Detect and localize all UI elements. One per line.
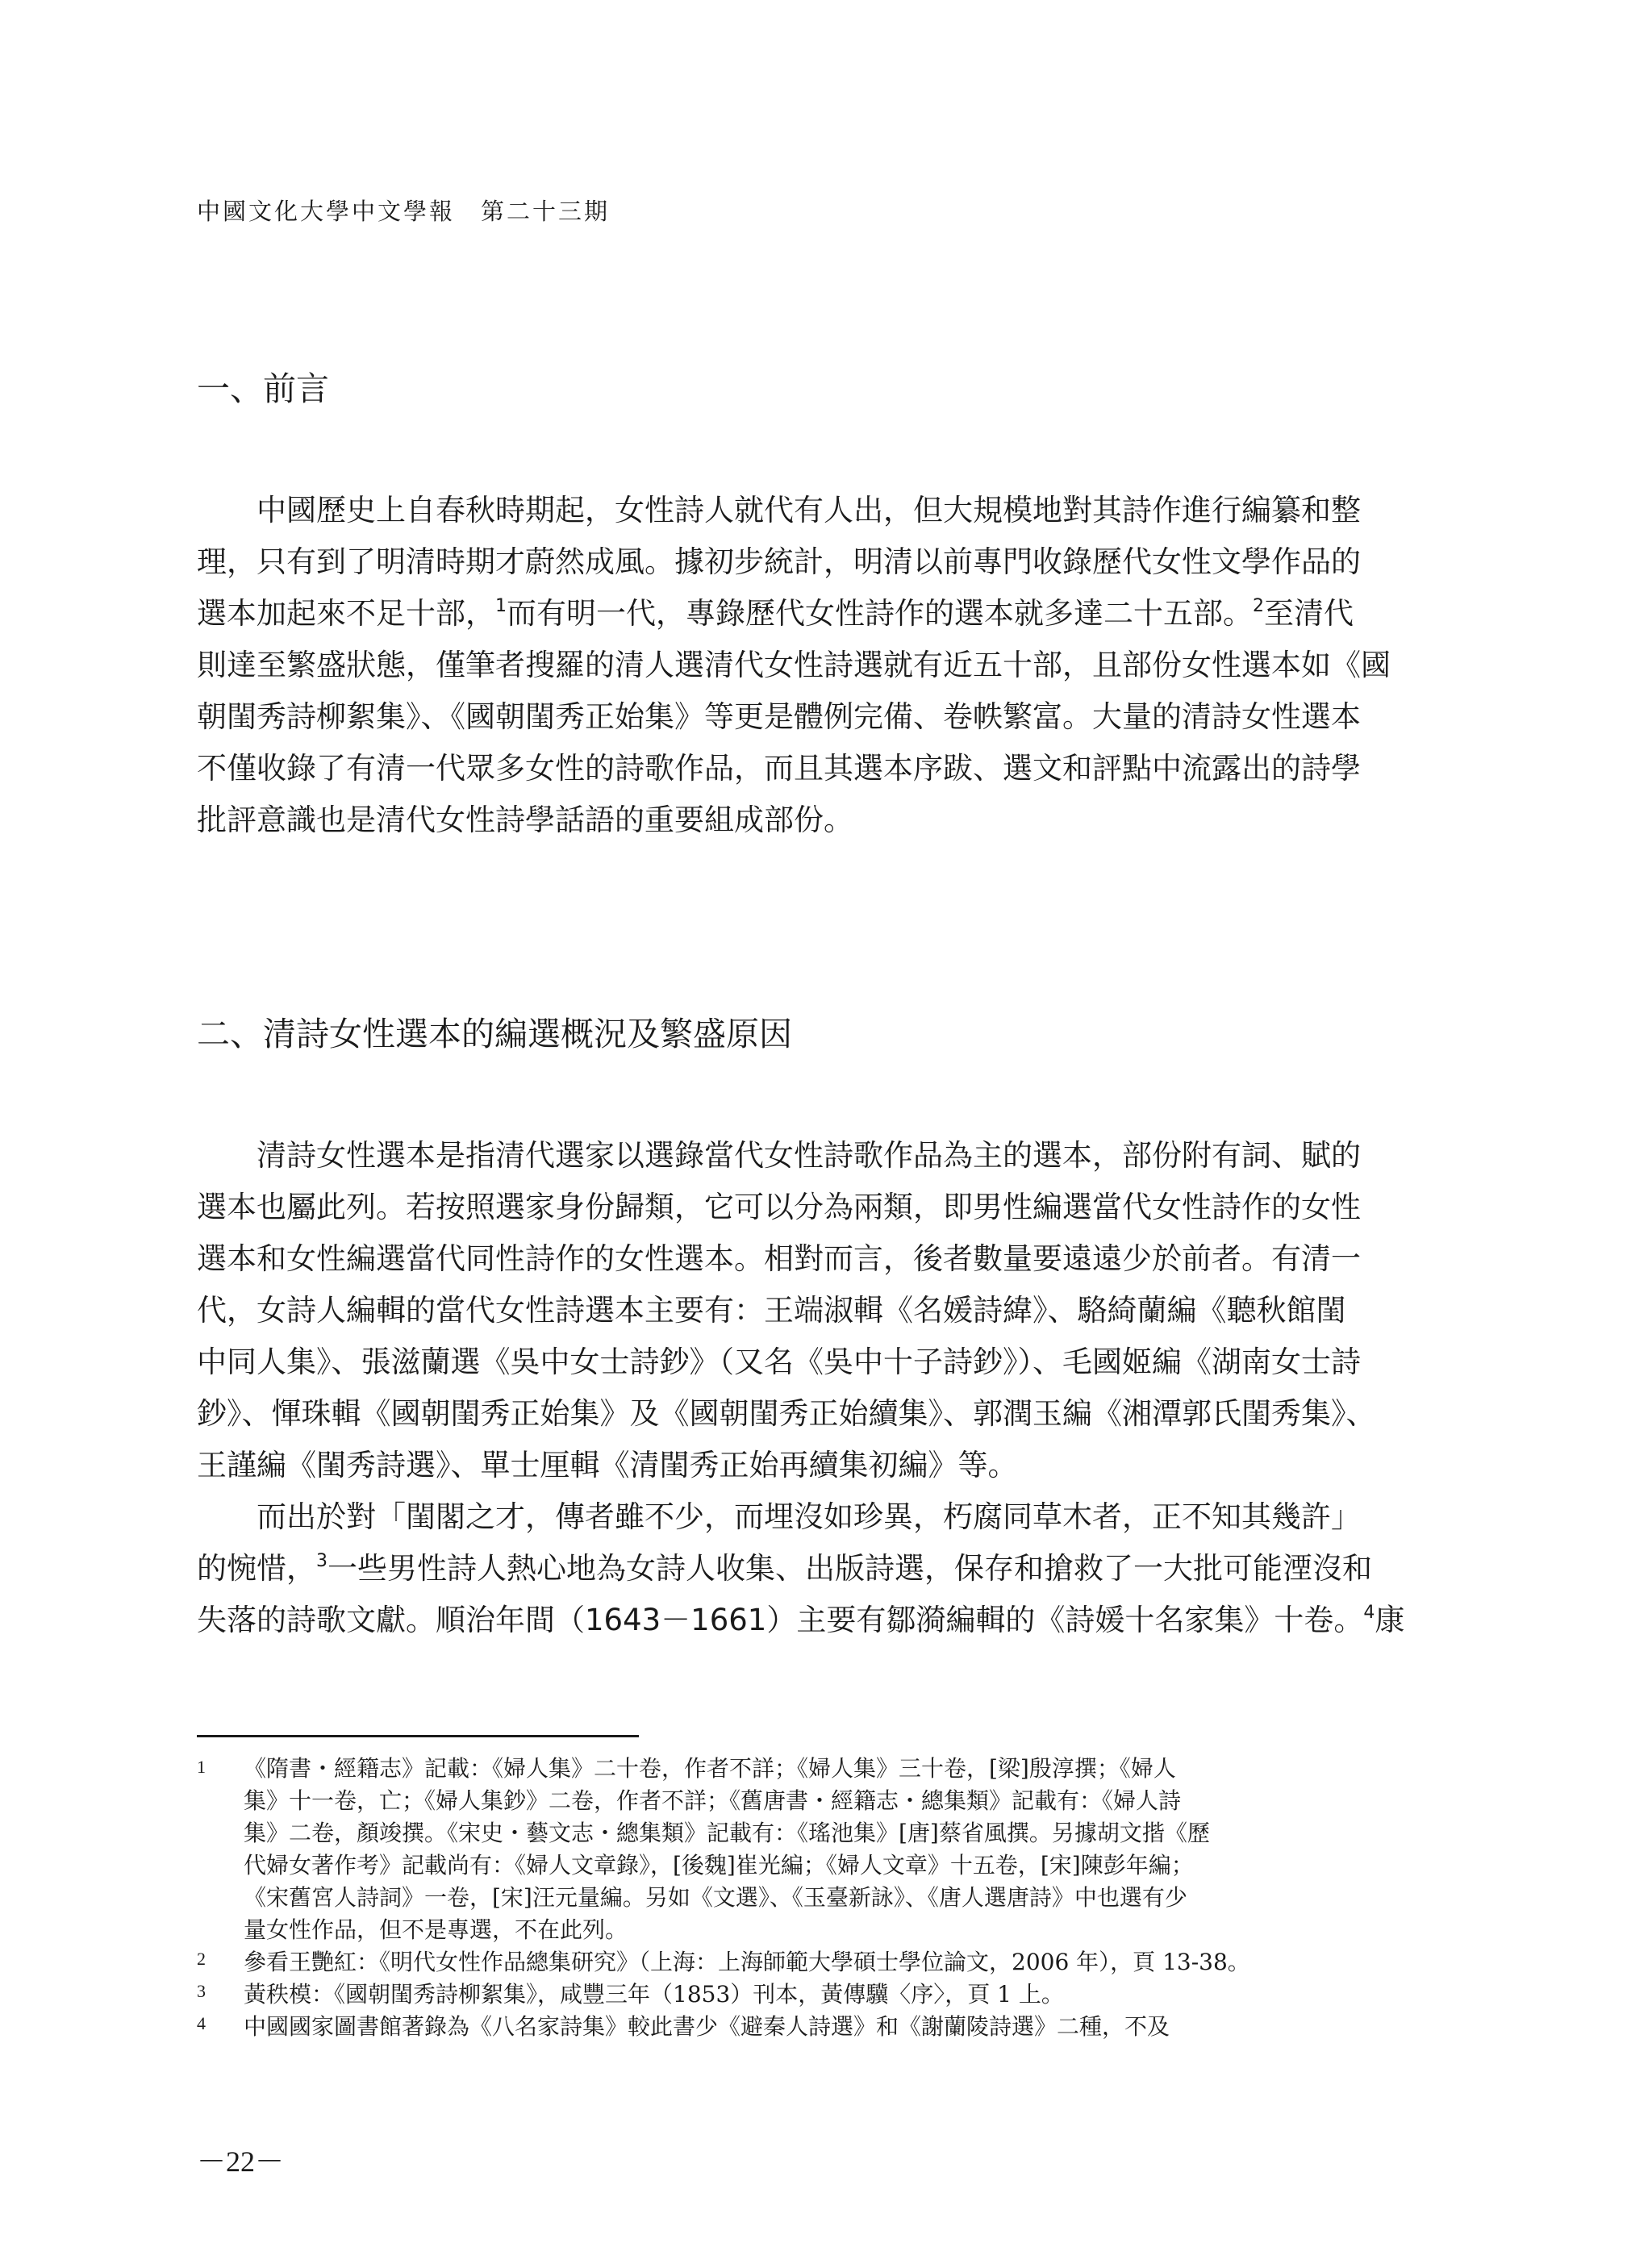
footnote-number: 3 [197, 1981, 206, 2001]
footnote-ref[interactable]: 3 [316, 1551, 327, 1571]
body-text-line: 選本和女性編選當代同性詩作的女性選本。相對而言，後者數量要遠遠少於前者。有清一 [197, 1241, 1361, 1276]
body-text-line [197, 1549, 1458, 1589]
body-text-line: 清詩女性選本是指清代選家以選錄當代女性詩歌作品為主的選本，部份附有詞、賦的 [257, 1138, 1361, 1173]
footnote-divider [197, 1735, 639, 1737]
body-text-line [197, 594, 1458, 634]
text-run: 的惋惜， [197, 1551, 316, 1586]
body-text-line: 朝閨秀詩柳絮集》、《國朝閨秀正始集》等更是體例完備、卷帙繁富。大量的清詩女性選本 [197, 699, 1361, 734]
footnote-line: 參看王艷紅：《明代女性作品總集研究》（上海：上海師範大學碩士學位論文，2006 年），頁 13-38。 [244, 1949, 1250, 1975]
body-text-line: 則達至繁盛狀態，僅筆者搜羅的清人選清代女性詩選就有近五十部，且部份女性選本如《國 [197, 648, 1391, 682]
body-text-line: 中同人集》、張滋蘭選《吳中女士詩鈔》（又名《吳中十子詩鈔》）、毛國姬編《湖南女士詩 [197, 1345, 1361, 1379]
footnote-line: 黃秩模：《國朝閨秀詩柳絮集》，咸豐三年（1853）刊本，黃傳驥〈序〉，頁 1 上。 [244, 1981, 1064, 2008]
footnote-line: 量女性作品，但不是專選，不在此列。 [244, 1916, 628, 1943]
footnote-line: 代婦女著作考》記載尚有：《婦人文章錄》，[後魏]崔光編；《婦人文章》十五卷，[宋]陳彭年編； [244, 1852, 1194, 1878]
body-text-line: 不僅收錄了有清一代眾多女性的詩歌作品，而且其選本序跋、選文和評點中流露出的詩學 [197, 751, 1361, 786]
section-heading-introduction: 一、前言 [197, 369, 329, 408]
body-text-line [197, 1600, 1458, 1641]
body-text-line: 選本也屬此列。若按照選家身份歸類，它可以分為兩類，即男性編選當代女性詩作的女性 [197, 1190, 1361, 1224]
running-header: 中國文化大學中文學報 第二十三期 [197, 198, 611, 225]
footnote-line: 中國國家圖書館著錄為《八名家詩集》較此書少《避秦人詩選》和《謝蘭陵詩選》二種，不及 [244, 2013, 1170, 2040]
section-heading-overview: 二、清詩女性選本的編選概況及繁盛原因 [197, 1015, 792, 1053]
text-run: 至清代 [1264, 596, 1354, 631]
body-text-line: 鈔》、惲珠輯《國朝閨秀正始集》及《國朝閨秀正始續集》、郭潤玉編《湘潭郭氏閨秀集》、 [197, 1396, 1376, 1431]
footnote-number: 2 [197, 1949, 206, 1969]
footnote-number: 1 [197, 1757, 206, 1777]
footnote-line: 《宋舊宮人詩詞》一卷，[宋]汪元量編。另如《文選》、《玉臺新詠》、《唐人選唐詩》中也選有少 [244, 1884, 1187, 1911]
body-text-line: 王謹編《閨秀詩選》、單士厘輯《清閨秀正始再續集初編》等。 [197, 1448, 1018, 1482]
body-text-line: 批評意識也是清代女性詩學話語的重要組成部份。 [197, 803, 853, 837]
footnote-line: 《隋書・經籍志》記載：《婦人集》二十卷，作者不詳；《婦人集》三十卷，[梁]殷淳撰；《婦人 [244, 1755, 1176, 1782]
body-text-line: 而出於對「閨閣之才，傳者雖不少，而埋沒如珍異，朽腐同草木者，正不知其幾許」 [257, 1499, 1361, 1534]
footnote-number: 4 [197, 2013, 206, 2033]
text-run: 而有明一代，專錄歷代女性詩作的選本就多達二十五部。 [507, 596, 1253, 631]
text-run: 失落的詩歌文獻。順治年間（1643－1661）主要有鄒漪編輯的《詩媛十名家集》十卷。 [197, 1603, 1364, 1637]
footnote-line: 集》二卷，顏竣撰。《宋史・藝文志・總集類》記載有：《瑤池集》[唐]蔡省風撰。另據胡文揩《歷 [244, 1820, 1210, 1846]
text-run: 康 [1375, 1603, 1405, 1637]
body-text-line: 代，女詩人編輯的當代女性詩選本主要有：王端淑輯《名媛詩緯》、駱綺蘭編《聽秋館閨 [197, 1293, 1346, 1328]
text-run: 選本加起來不足十部， [197, 596, 495, 631]
page-number: －22－ [197, 2145, 285, 2178]
footnote-ref[interactable]: 1 [495, 596, 507, 616]
body-text-line: 理，只有到了明清時期才蔚然成風。據初步統計，明清以前專門收錄歷代女性文學作品的 [197, 544, 1361, 579]
footnote-ref[interactable]: 4 [1363, 1603, 1375, 1623]
footnote-ref[interactable]: 2 [1253, 596, 1264, 616]
body-text-line: 中國歷史上自春秋時期起，女性詩人就代有人出，但大規模地對其詩作進行編纂和整 [257, 493, 1361, 527]
footnote-line: 集》十一卷，亡；《婦人集鈔》二卷，作者不詳；《舊唐書・經籍志・總集類》記載有：《婦人詩 [244, 1787, 1182, 1814]
text-run: 一些男性詩人熱心地為女詩人收集、出版詩選，保存和搶救了一大批可能湮沒和 [327, 1551, 1372, 1586]
